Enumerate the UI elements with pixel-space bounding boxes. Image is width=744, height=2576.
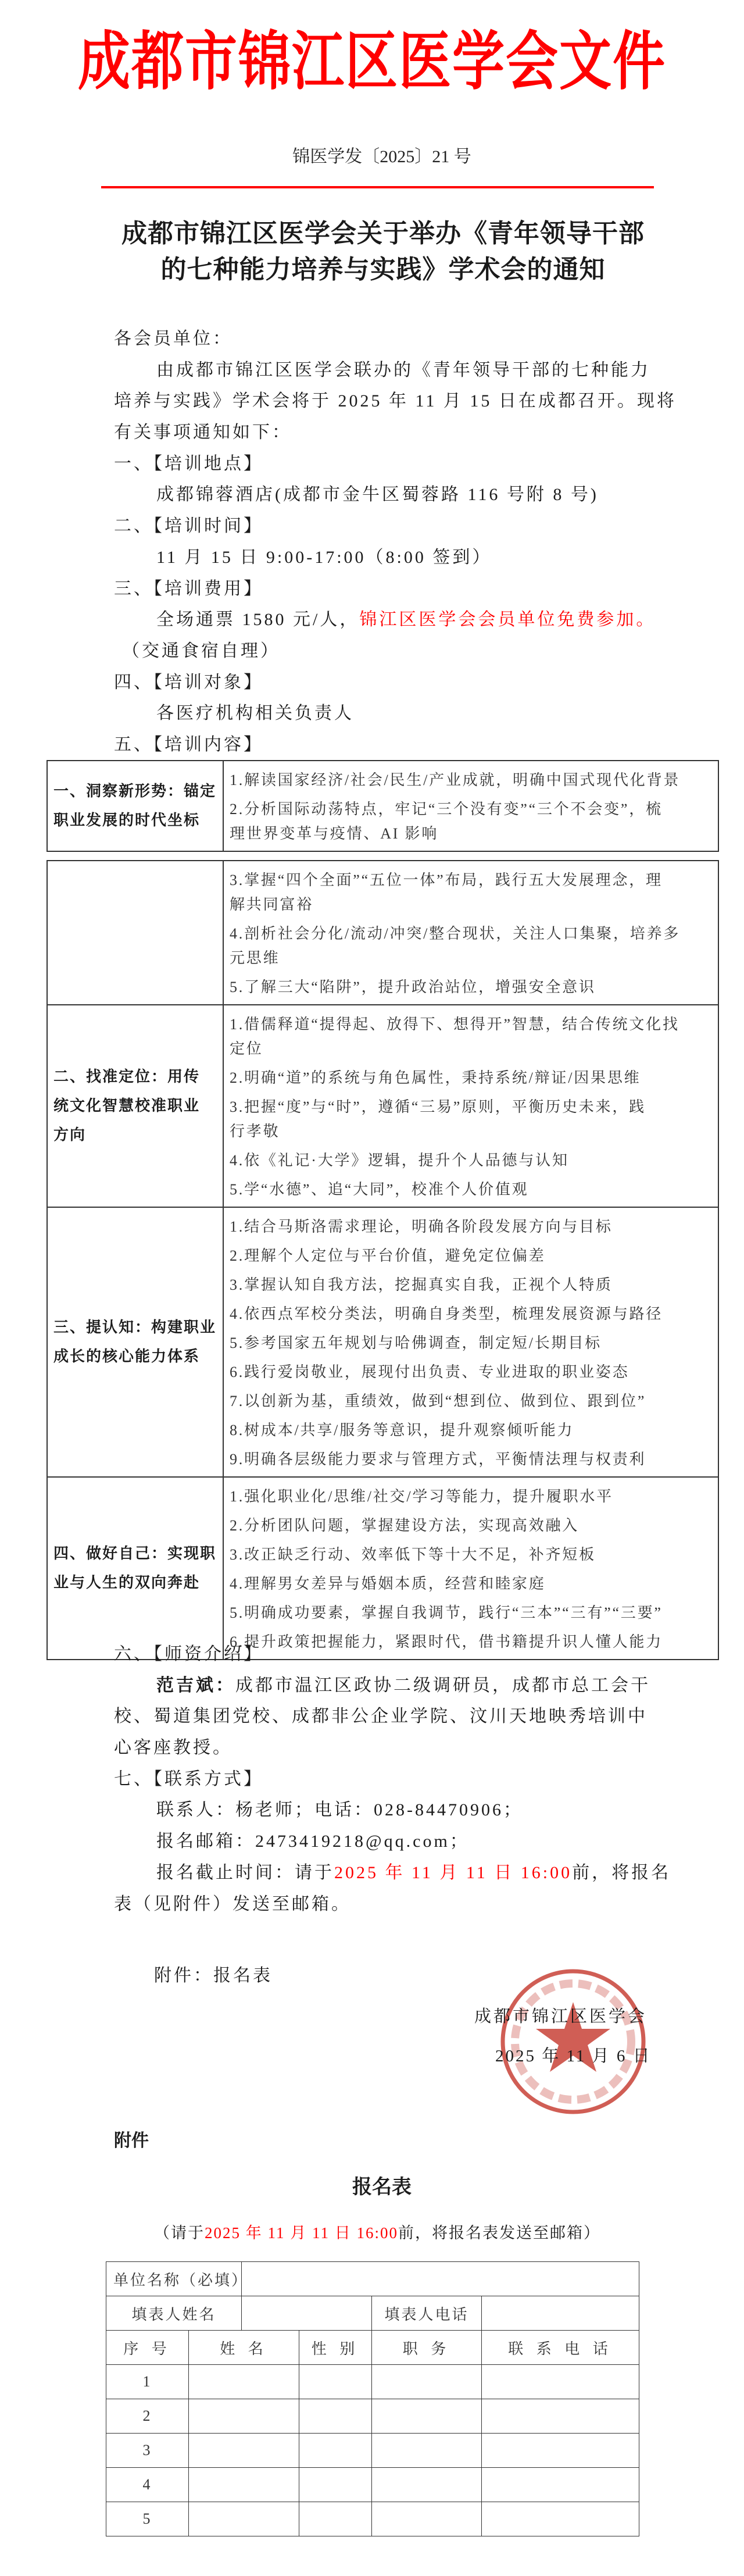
- topic-label-line: 四、做好自己：实现职: [53, 1545, 217, 1562]
- attachment-reference[interactable]: 附件：报名表: [154, 1966, 273, 1985]
- column-header: 职 务: [372, 2331, 482, 2365]
- topic-item: [230, 1543, 714, 1567]
- topic-item-line: 5.参考国家五年规划与哈佛调查，制定短/长期目标: [230, 1335, 602, 1351]
- topic-item-line: 定位: [230, 1040, 263, 1057]
- topic-item-line: 4.理解男女差异与婚姻本质，经营和睦家庭: [230, 1575, 546, 1592]
- row-number: 2: [106, 2399, 189, 2434]
- topic-items-cell: [223, 1005, 718, 1207]
- column-header: 姓 名: [189, 2331, 299, 2365]
- topic-item-line: 理世界变革与疫情、AI 影响: [230, 825, 439, 842]
- content-table-row: [47, 1207, 718, 1477]
- topic-label-line: 业与人生的双向奔赴: [53, 1574, 201, 1591]
- topic-label-cell: [47, 1005, 223, 1207]
- signature-org: 成都市锦江区医学会: [474, 2007, 648, 2026]
- content-table-row: [47, 1477, 718, 1660]
- gender-field[interactable]: [299, 2365, 372, 2399]
- topic-items-cell: [223, 1477, 718, 1660]
- filler-phone-label: 填表人电话: [372, 2296, 482, 2331]
- phone-field[interactable]: [482, 2434, 639, 2468]
- registration-row: [106, 2502, 639, 2536]
- content-table-1: [46, 760, 719, 852]
- gender-field[interactable]: [299, 2434, 372, 2468]
- notice-title-line-2: 的七种能力培养与实践》学术会的通知: [160, 255, 606, 284]
- intro-line: 由成都市锦江区医学会联办的《青年领导干部的七种能力: [156, 360, 650, 380]
- position-field[interactable]: [372, 2468, 482, 2502]
- topic-item-line: 2.分析国际动荡特点，牢记“三个没有变”“三个不会变”，梳: [230, 801, 663, 818]
- teacher-bio: 校、蜀道集团党校、成都非公企业学院、汶川天地映秀培训中: [114, 1707, 648, 1726]
- phone-field[interactable]: [482, 2399, 639, 2434]
- registration-row: [106, 2468, 639, 2502]
- position-field[interactable]: [372, 2399, 482, 2434]
- fee-text: 全场通票 1580 元/人，: [156, 610, 360, 630]
- notice-title-line-1: 成都市锦江区医学会关于举办《青年领导干部: [121, 219, 645, 248]
- phone-field[interactable]: [482, 2468, 639, 2502]
- topic-label-cell: [47, 761, 223, 851]
- row-number: 3: [106, 2434, 189, 2468]
- topic-item-line: 4.依西点军校分类法，明确自身类型，梳理发展资源与路径: [230, 1305, 663, 1322]
- topic-item: [230, 868, 714, 917]
- location-text: 成都锦蓉酒店(成都市金牛区蜀蓉路 116 号附 8 号): [156, 485, 599, 505]
- official-seal-icon: [499, 1967, 648, 2116]
- section-heading-contact: 七、【联系方式】: [114, 1769, 263, 1789]
- topic-label-cell: [47, 1207, 223, 1477]
- document-header-title: 成都市锦江区医学会文件: [78, 27, 666, 98]
- unit-name-field[interactable]: [242, 2262, 639, 2296]
- topic-item: [230, 1447, 714, 1472]
- topic-item: [230, 1095, 714, 1144]
- topic-label-line: 成长的核心能力体系: [53, 1348, 201, 1365]
- phone-field[interactable]: [482, 2365, 639, 2399]
- contact-person: 联系人：杨老师；电话：028-84470906；: [156, 1800, 523, 1820]
- topic-item-line: 3.把握“度”与“时”，遵循“三易”原则，平衡历史未来，践: [230, 1098, 646, 1115]
- attachment-label: 附件: [114, 2131, 149, 2150]
- name-field[interactable]: [189, 2365, 299, 2399]
- column-header: 序 号: [106, 2331, 189, 2365]
- section-heading-time: 二、【培训时间】: [114, 516, 263, 536]
- topic-item: [230, 1601, 714, 1625]
- topic-item: [230, 1514, 714, 1538]
- registration-row: [106, 2399, 639, 2434]
- topic-item-line: 1.解读国家经济/社会/民生/产业成就，明确中国式现代化背景: [230, 772, 681, 789]
- filler-row: [106, 2296, 639, 2331]
- topic-item-line: 1.强化职业化/思维/社交/学习等能力，提升履职水平: [230, 1488, 613, 1505]
- topic-item: [230, 1012, 714, 1061]
- registration-form-table: [106, 2261, 639, 2536]
- form-note-deadline: 2025 年 11 月 11 日 16:00: [205, 2224, 398, 2242]
- topic-items-cell: [223, 1207, 718, 1477]
- section-heading-content: 五、【培训内容】: [114, 734, 263, 754]
- topic-item: [230, 922, 714, 971]
- filler-name-field[interactable]: [242, 2296, 372, 2331]
- form-note-prefix: （请于: [154, 2224, 205, 2242]
- fee-line: [114, 604, 660, 636]
- section-heading-teacher: 六、【师资介绍】: [114, 1644, 263, 1664]
- intro-line: 培养与实践》学术会将于 2025 年 11 月 15 日在成都召开。现将: [114, 391, 677, 411]
- deadline-date: 2025 年 11 月 11 日 16:00: [334, 1863, 573, 1882]
- topic-item: [230, 1244, 714, 1268]
- teacher-bio: 心客座教授。: [114, 1738, 233, 1758]
- content-table-row: [47, 761, 718, 851]
- registration-row: [106, 2365, 639, 2399]
- deadline-line: [114, 1857, 671, 1889]
- content-table-row: [47, 1005, 718, 1207]
- content-table-row: [47, 861, 718, 1005]
- topic-item-line: 1.借儒释道“提得起、放得下、想得开”智慧，结合传统文化找: [230, 1016, 679, 1033]
- form-title: 报名表: [352, 2177, 412, 2198]
- topic-item-line: 2.分析团队问题，掌握建设方法，实现高效融入: [230, 1517, 580, 1534]
- section-heading-audience: 四、【培训对象】: [114, 672, 263, 692]
- topic-item-line: 行孝敬: [230, 1123, 280, 1140]
- topic-item-line: 7.以创新为基，重绩效，做到“想到位、做到位、跟到位”: [230, 1393, 646, 1410]
- document-number: 锦医学发〔2025〕21 号: [292, 147, 471, 166]
- name-field[interactable]: [189, 2502, 299, 2536]
- topic-item: [230, 768, 714, 793]
- row-number: 1: [106, 2365, 189, 2399]
- name-field[interactable]: [189, 2468, 299, 2502]
- topic-item: [230, 1273, 714, 1297]
- topic-item: [230, 975, 714, 1000]
- column-header-row: [106, 2331, 639, 2365]
- row-number: 5: [106, 2502, 189, 2536]
- topic-label-line: 职业发展的时代坐标: [53, 812, 201, 829]
- topic-item-line: 8.树成本/共享/服务等意识，提升观察倾听能力: [230, 1422, 574, 1439]
- topic-items-cell: [223, 761, 718, 851]
- column-header: 联 系 电 话: [482, 2331, 639, 2365]
- topic-label-line: 方向: [53, 1126, 87, 1143]
- section-heading-fee: 三、【培训费用】: [114, 579, 263, 598]
- topic-label-line: 二、找准定位：用传: [53, 1068, 201, 1085]
- deadline-suffix: 前，将报名: [572, 1863, 671, 1882]
- salutation: 各会员单位：: [114, 329, 233, 348]
- notice-body-continued: [114, 1639, 671, 1919]
- topic-label-line: 一、洞察新形势：锚定: [53, 783, 217, 800]
- unit-row: [106, 2262, 639, 2296]
- topic-item-line: 3.改正缺乏行动、效率低下等十大不足，补齐短板: [230, 1546, 596, 1563]
- audience-text: 各医疗机构相关负责人: [156, 704, 354, 723]
- section-heading-location: 一、【培训地点】: [114, 454, 263, 473]
- deadline-prefix: 报名截止时间：请于: [156, 1863, 334, 1882]
- topic-item-line: 3.掌握认知自我方法，挖掘真实自我，正视个人特质: [230, 1276, 613, 1293]
- topic-item: [230, 797, 714, 846]
- time-text: 11 月 15 日 9:00-17:00（8:00 签到）: [156, 547, 492, 567]
- topic-item-line: 6.践行爱岗敬业，展现付出负责、专业进取的职业姿态: [230, 1364, 629, 1380]
- position-field[interactable]: [372, 2434, 482, 2468]
- registration-row: [106, 2434, 639, 2468]
- topic-label-cell: [47, 861, 223, 1005]
- name-field[interactable]: [189, 2434, 299, 2468]
- topic-item-line: 元思维: [230, 950, 280, 966]
- gender-field[interactable]: [299, 2468, 372, 2502]
- topic-items-cell: [223, 861, 718, 1005]
- topic-item-line: 4.剖析社会分化/流动/冲突/整合现状，关注人口集聚，培养多: [230, 925, 681, 942]
- topic-item: [230, 1572, 714, 1596]
- topic-item: [230, 1148, 714, 1173]
- position-field[interactable]: [372, 2502, 482, 2536]
- gender-field[interactable]: [299, 2399, 372, 2434]
- topic-item: [230, 1178, 714, 1202]
- notice-body: [114, 323, 677, 761]
- topic-item-line: 2.明确“道”的系统与角色属性，秉持系统/辩证/因果思维: [230, 1069, 641, 1086]
- topic-item-line: 1.结合马斯洛需求理论，明确各阶段发展方向与目标: [230, 1218, 613, 1235]
- topic-item-line: 9.明确各层级能力要求与管理方式，平衡情法理与权责利: [230, 1451, 646, 1468]
- fee-note: （交通食宿自理）: [122, 641, 280, 661]
- topic-item-line: 5.了解三大“陷阱”，提升政治站位，增强安全意识: [230, 979, 596, 996]
- row-number: 4: [106, 2468, 189, 2502]
- teacher-name: 范吉斌：: [156, 1675, 235, 1695]
- filler-name-label: 填表人姓名: [106, 2296, 242, 2331]
- topic-item-line: 解共同富裕: [230, 896, 314, 913]
- filler-phone-field[interactable]: [482, 2296, 639, 2331]
- signature-date: 2025 年 11 月 6 日: [495, 2047, 652, 2065]
- fee-highlight: 锦江区医学会会员单位免费参加。: [359, 610, 656, 630]
- topic-label-line: 三、提认知：构建职业: [53, 1319, 217, 1336]
- topic-item-line: 4.依《礼记·大学》逻辑，提升个人品德与认知: [230, 1152, 569, 1169]
- contact-email[interactable]: 报名邮箱：2473419218@qq.com；: [156, 1832, 470, 1851]
- position-field[interactable]: [372, 2365, 482, 2399]
- topic-item: [230, 1389, 714, 1414]
- topic-label-cell: [47, 1477, 223, 1660]
- phone-field[interactable]: [482, 2502, 639, 2536]
- topic-label-line: 统文化智慧校准职业: [53, 1097, 201, 1114]
- topic-item-line: 2.理解个人定位与平台价值，避免定位偏差: [230, 1247, 546, 1264]
- form-note: [0, 2221, 744, 2245]
- deadline-line-2: 表（见附件）发送至邮箱。: [114, 1894, 351, 1914]
- teacher-bio: 成都市温江区政协二级调研员，成都市总工会干: [235, 1675, 650, 1695]
- gender-field[interactable]: [299, 2502, 372, 2536]
- column-header: 性 别: [299, 2331, 372, 2365]
- red-divider: [101, 186, 654, 188]
- topic-item: [230, 1418, 714, 1443]
- topic-item: [230, 1485, 714, 1509]
- topic-item: [230, 1360, 714, 1385]
- topic-item-line: 5.明确成功要素，掌握自我调节，践行“三本”“三有”“三要”: [230, 1604, 663, 1621]
- topic-item: [230, 1302, 714, 1326]
- topic-item-line: 6.提升政策把握能力，紧跟时代，借书籍提升识人懂人能力: [230, 1633, 663, 1650]
- content-table-2: [46, 860, 719, 1660]
- topic-item-line: 5.学“水德”、追“大同”，校准个人价值观: [230, 1181, 529, 1198]
- topic-item: [230, 1331, 714, 1355]
- topic-item: [230, 1066, 714, 1090]
- form-note-suffix: 前，将报名表发送至邮箱）: [398, 2224, 600, 2242]
- topic-item-line: 3.掌握“四个全面”“五位一体”布局，践行五大发展理念，理: [230, 872, 663, 889]
- name-field[interactable]: [189, 2399, 299, 2434]
- unit-name-label: 单位名称（必填）: [106, 2262, 242, 2296]
- topic-item: [230, 1215, 714, 1239]
- intro-line: 有关事项通知如下：: [114, 423, 292, 443]
- teacher-line: [114, 1670, 660, 1701]
